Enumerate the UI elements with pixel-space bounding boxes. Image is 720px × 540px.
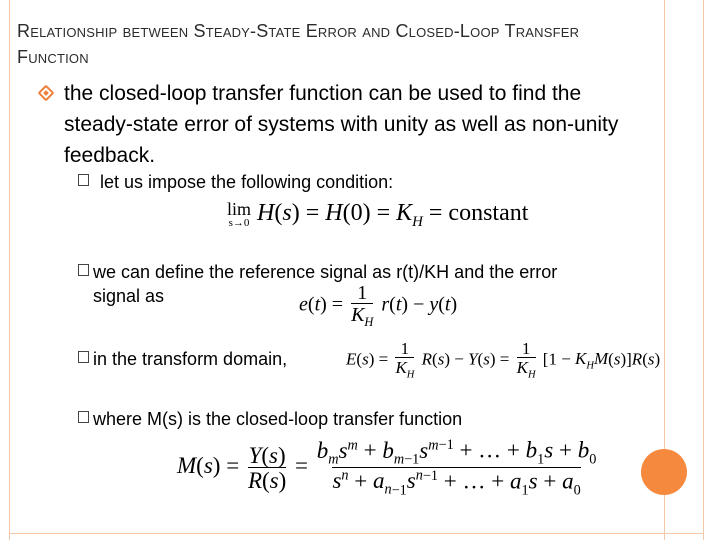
square-bullet-icon: [78, 351, 89, 363]
equation-error-s: E(s) = $\frac{1}{K_H}$ R(s) − Y(s) = $\frac{1}{K_H}$ $[1 - K_HM(s)]R(s)$: [346, 339, 661, 381]
slide-border-right: [703, 0, 704, 540]
sub-bullet-4: where M(s) is the closed-loop transfer function: [93, 409, 463, 429]
equation-condition: lim s→0 $H(s) = H(0) = K_H$ = constant: [227, 199, 529, 230]
slide-title: Relationship between Steady-State Error and Closed-Loop Transfer Function: [17, 21, 580, 67]
square-bullet-icon: [78, 174, 89, 186]
decorative-circle: [641, 449, 687, 495]
square-bullet-icon: [78, 264, 89, 276]
sub-bullet-1: let us impose the following condition:: [100, 172, 394, 192]
slide-border-left: [9, 0, 10, 540]
sub-bullet-3: in the transform domain,: [93, 349, 288, 369]
main-bullet-text: the closed-loop transfer function can be used to find the steady-state error of systems with unity as well as non-unity feedback.: [64, 82, 619, 167]
slide-border-bottom: [9, 533, 704, 534]
square-bullet-icon: [78, 411, 89, 423]
equation-closed-loop: M(s) = $\frac{Y(s)}{R(s)}$ = $\frac{b_ms^m + b_{m-1}s^{m-1} + \dots + b_1s + b_0}{s^n + a_{n-1}s^{n-1} + \dots + a_1s + a_0}$: [177, 437, 597, 498]
equation-error-time: e(t) = $\frac{1}{K_H}$ r(t) − y(t): [299, 282, 458, 329]
diamond-bullet-icon: [38, 85, 55, 102]
sub-bullet-2: we can define the reference signal as r(t)/KH and the error signal as: [93, 262, 558, 306]
